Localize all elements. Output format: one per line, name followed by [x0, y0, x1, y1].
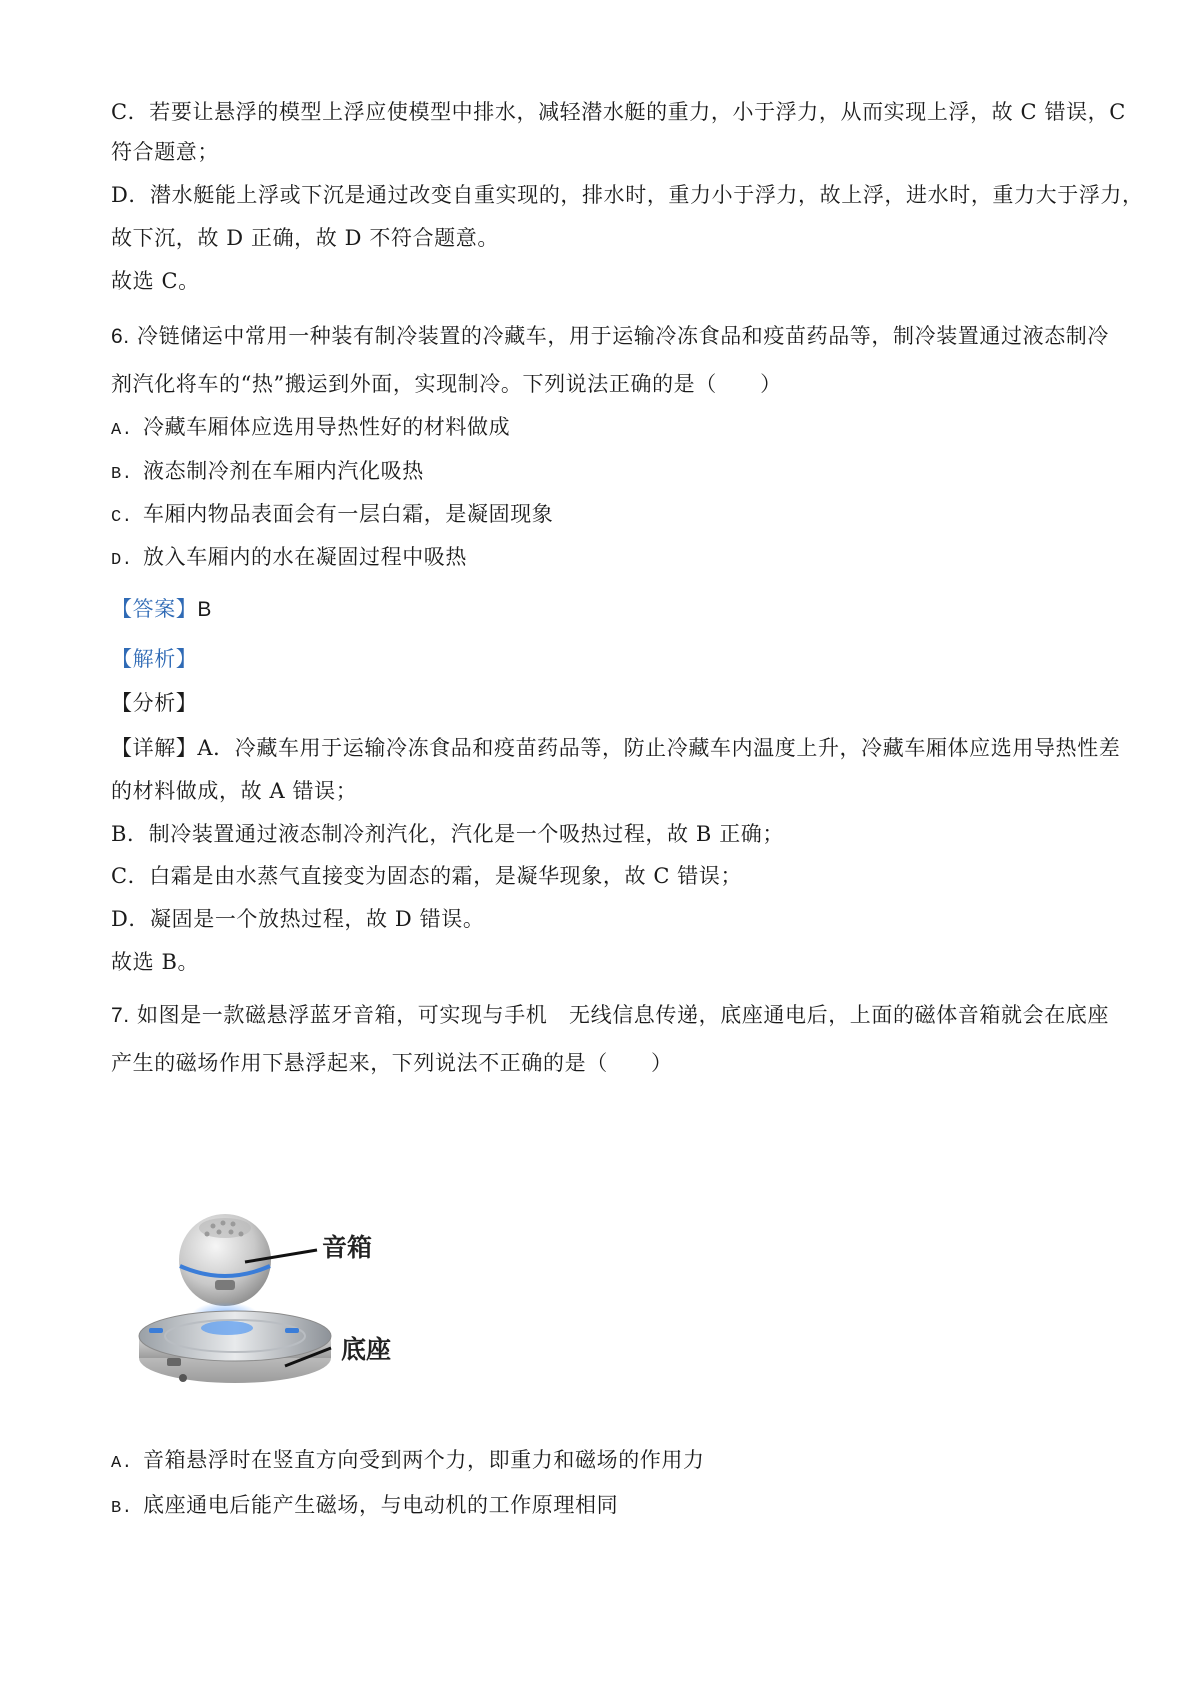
speaker-illustration	[135, 1208, 455, 1423]
question-7-line-1	[111, 1000, 1109, 1031]
option-key: B.	[111, 1499, 133, 1518]
answer-tag: 【答案】	[111, 597, 198, 621]
option-d	[111, 542, 467, 576]
detail-line: 故选 B。	[111, 950, 200, 974]
text-line: 符合题意；	[111, 140, 219, 164]
option-key: C.	[111, 508, 133, 527]
question-text: 如图是一款磁悬浮蓝牙音箱，可实现与手机 无线信息传递，底座通电后，上面的磁体音箱就会在底座	[137, 1003, 1109, 1027]
option-text: 放入车厢内的水在凝固过程中吸热	[143, 545, 467, 569]
label-base: 底座	[341, 1335, 392, 1364]
option-text: 冷藏车厢体应选用导热性好的材料做成	[143, 415, 511, 439]
detail-line: 的材料做成，故 A 错误；	[111, 779, 358, 803]
text-line: 故下沉，故 D 正确，故 D 不符合题意。	[111, 226, 499, 250]
option-key: A.	[111, 421, 133, 440]
question-text: 冷链储运中常用一种装有制冷装置的冷藏车，用于运输冷冻食品和疫苗药品等，制冷装置通过液态制冷	[137, 324, 1109, 348]
detail-line: B．制冷装置通过液态制冷剂汽化，汽化是一个吸热过程，故 B 正确；	[111, 822, 785, 846]
answer-value: B	[197, 598, 213, 621]
text-line: D．潜水艇能上浮或下沉是通过改变自重实现的，排水时，重力小于浮力，故上浮，进水时，重力大于浮力，	[111, 183, 1144, 207]
question-number: 7.	[111, 1004, 130, 1027]
detail-line: D．凝固是一个放热过程，故 D 错误。	[111, 907, 485, 931]
text-line: C．若要让悬浮的模型上浮应使模型中排水，减轻潜水艇的重力，小于浮力，从而实现上浮，故 C 错误，C	[111, 100, 1126, 124]
maglev-speaker-figure	[135, 1208, 455, 1423]
detail-line: C．白霜是由水蒸气直接变为固态的霜，是凝华现象，故 C 错误；	[111, 864, 743, 888]
question-7-line-2: 产生的磁场作用下悬浮起来，下列说法不正确的是（ ）	[111, 1051, 673, 1075]
question-number: 6.	[111, 325, 130, 348]
option-b	[111, 1490, 618, 1524]
option-text: 液态制冷剂在车厢内汽化吸热	[143, 459, 424, 483]
option-b	[111, 456, 424, 490]
option-text: 底座通电后能产生磁场，与电动机的工作原理相同	[143, 1493, 619, 1517]
option-c	[111, 499, 553, 533]
question-6-line-1	[111, 321, 1109, 352]
answer-line	[111, 594, 212, 625]
option-text: 车厢内物品表面会有一层白霜，是凝固现象	[143, 502, 554, 526]
detail-line: 【详解】A．冷藏车用于运输冷冻食品和疫苗药品等，防止冷藏车内温度上升，冷藏车厢体应选用导热性差	[111, 736, 1121, 760]
label-speaker: 音箱	[322, 1233, 373, 1262]
fenxi-tag: 【分析】	[111, 691, 198, 715]
question-6-line-2: 剂汽化将车的“热”搬运到外面，实现制冷。下列说法正确的是（ ）	[111, 372, 782, 396]
text-line: 故选 C。	[111, 269, 200, 293]
option-key: A.	[111, 1454, 133, 1473]
option-key: D.	[111, 551, 133, 570]
option-a	[111, 1445, 705, 1479]
option-a	[111, 412, 510, 446]
analysis-tag: 【解析】	[111, 647, 198, 671]
option-key: B.	[111, 465, 133, 484]
option-text: 音箱悬浮时在竖直方向受到两个力，即重力和磁场的作用力	[143, 1448, 705, 1472]
